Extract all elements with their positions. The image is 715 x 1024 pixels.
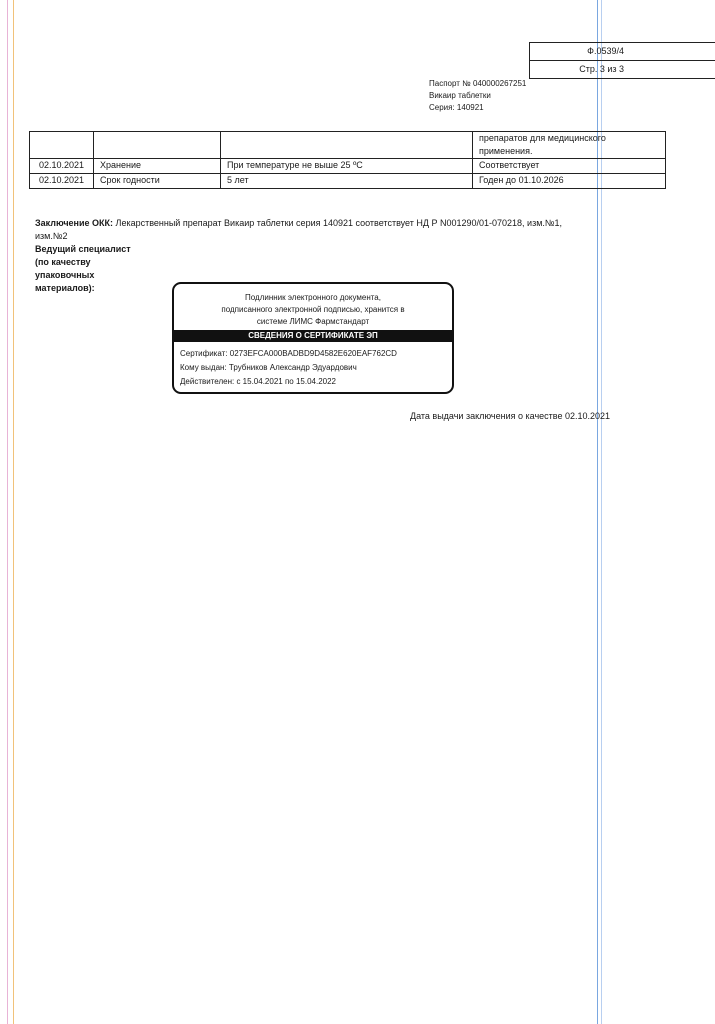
scan-margin-line-left-2 — [13, 0, 14, 1024]
row-parameter: Хранение — [94, 159, 221, 174]
row-parameter — [94, 132, 221, 159]
stamp-certificate-band: СВЕДЕНИЯ О СЕРТИФИКАТЕ ЭП — [174, 330, 452, 342]
passport-number: Паспорт № 040000267251 — [429, 79, 527, 88]
row-date: 02.10.2021 — [30, 159, 94, 174]
stamp-line-3: системе ЛИМС Фармстандарт — [256, 317, 370, 326]
table-row — [30, 174, 666, 189]
page-counter: Стр. 3 из 3 — [530, 61, 715, 79]
row-parameter: Срок годности — [94, 174, 221, 189]
table-row — [30, 132, 666, 159]
conclusion-issue-date: Дата выдачи заключения о качестве 02.10.2021 — [410, 411, 610, 421]
stamp-validity: Действителен: с 15.04.2021 по 15.04.2022 — [180, 377, 336, 386]
conclusion-text: Лекарственный препарат Викаир таблетки серия 140921 соответствует НД Р N001290/01-070218, изм.№1, изм.№2 — [35, 218, 563, 241]
quality-spec-table — [29, 131, 666, 189]
specialist-label: Ведущий специалист (по качеству упаковочных материалов): — [35, 244, 131, 293]
row-requirement: При температуре не выше 25 ºС — [221, 159, 473, 174]
row-requirement — [221, 132, 473, 159]
table-row — [30, 159, 666, 174]
row-date — [30, 132, 94, 159]
stamp-line-2: подписанного электронной подписью, хранится в — [221, 305, 405, 314]
passport-product: Викаир таблетки — [429, 91, 491, 100]
scan-margin-line-left — [7, 0, 8, 1024]
form-code-box — [529, 42, 715, 79]
row-result: Годен до 01.10.2026 — [473, 174, 666, 189]
row-requirement: 5 лет — [221, 174, 473, 189]
passport-series: Серия: 140921 — [429, 103, 484, 112]
qc-conclusion — [35, 217, 565, 243]
row-date: 02.10.2021 — [30, 174, 94, 189]
stamp-line-1: Подлинник электронного документа, — [245, 293, 381, 302]
conclusion-lead: Заключение ОКК: — [35, 218, 114, 228]
form-code: Ф.0539/4 — [530, 43, 715, 61]
row-result: Соответствует — [473, 159, 666, 174]
stamp-issued-to: Кому выдан: Трубников Александр Эдуардович — [180, 363, 357, 372]
electronic-signature-stamp — [172, 282, 454, 394]
stamp-certificate: Сертификат: 0273EFCA000BADBD9D4582E620EAF762CD — [180, 349, 397, 358]
row-result: препаратов для медицинского применения. — [473, 132, 666, 159]
